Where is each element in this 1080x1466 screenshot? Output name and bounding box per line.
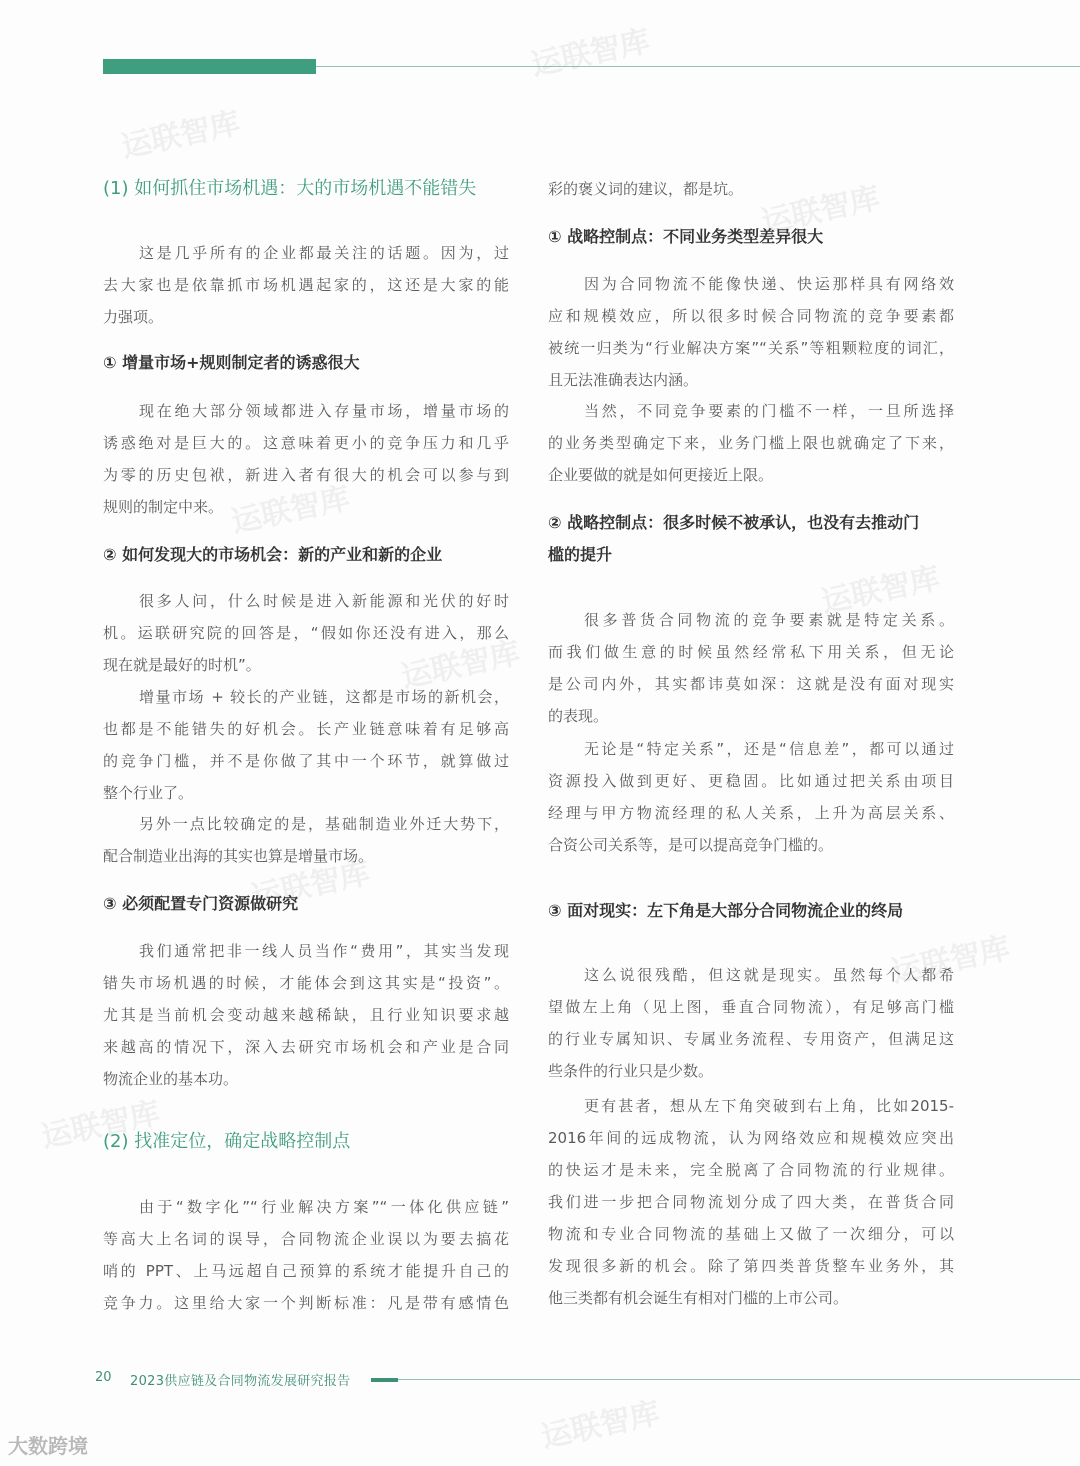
text-line: 是公司内外，其实都讳莫如深：这就是没有面对现实 (548, 675, 954, 693)
text-line: 我们通常把非一线人员当作“费用”，其实当发现 (139, 942, 509, 960)
text-line: 来越高的情况下，深入去研究市场机会和产业是合同 (103, 1038, 509, 1056)
text-line: 也都是不能错失的好机会。长产业链意味着有足够高 (103, 720, 509, 738)
text-line: 且无法准确表达内涵。 (548, 371, 699, 389)
text-line: 规则的制定中来。 (103, 498, 224, 516)
text-line: 当然，不同竞争要素的门槛不一样，一旦所选择 (584, 402, 954, 420)
paragraph (103, 237, 509, 333)
text-line: 因为合同物流不能像快递、快运那样具有网络效 (584, 275, 954, 293)
page-number: 20 (95, 1370, 112, 1385)
watermark: 运联智库 (538, 1395, 664, 1456)
text-line: 而我们做生意的时候虽然经常私下用关系，但无论 (548, 643, 954, 661)
paragraph (548, 604, 954, 732)
header-accent-bar (103, 59, 316, 74)
text-line: 增量市场 + 较长的产业链，这都是市场的新机会， (139, 688, 509, 706)
text-line: 的业务类型确定下来，业务门槛上限也就确定了下来， (548, 434, 954, 452)
subheading: ② 战略控制点：很多时候不被承认，也没有去推动门 (548, 513, 920, 532)
text-line: 的快运才是未来，完全脱离了合同物流的行业规律。 (548, 1161, 954, 1179)
paragraph (103, 395, 509, 523)
subheading: ③ 必须配置专门资源做研究 (103, 894, 299, 913)
watermark: 运联智库 (248, 855, 374, 916)
watermark: 运联智库 (758, 180, 884, 241)
text-line: 发现很多新的机会。除了第四类普货整车业务外，其 (548, 1257, 954, 1275)
text-line: 力强项。 (103, 308, 164, 326)
footer-rule (398, 1379, 1080, 1380)
paragraph (548, 733, 954, 861)
paragraph (103, 1191, 509, 1319)
paragraph (548, 268, 954, 396)
watermark: 运联智库 (118, 105, 244, 166)
text-line: 很多人问，什么时候是进入新能源和光伏的好时 (139, 592, 509, 610)
subheading: ③ 面对现实：左下角是大部分合同物流企业的终局 (548, 901, 904, 920)
watermark: 运联智库 (888, 930, 1014, 991)
text-line: 这么说很残酷，但这就是现实。虽然每个人都希 (584, 966, 954, 984)
subheading: ① 增量市场+规则制定者的诱惑很大 (103, 353, 360, 372)
text-line: 物流和专业合同物流的基础上又做了一次细分，可以 (548, 1225, 954, 1243)
text-line: 我们进一步把合同物流划分成了四大类，在普货合同 (548, 1193, 954, 1211)
text-line: 为零的历史包袱，新进入者有很大的机会可以参与到 (103, 466, 509, 484)
text-line: 由于“数字化”“行业解决方案”“一体化供应链” (139, 1198, 509, 1216)
subheading: 槛的提升 (548, 545, 613, 564)
text-line: 更有甚者，想从左下角突破到右上角，比如2015- (584, 1097, 954, 1115)
text-line: 他三类都有机会诞生有相对门槛的上市公司。 (548, 1289, 849, 1307)
text-line: 这是几乎所有的企业都最关注的话题。因为，过 (139, 244, 509, 262)
text-line: 现在绝大部分领域都进入存量市场，增量市场的 (139, 402, 509, 420)
text-line: 去大家也是依靠抓市场机遇起家的，这还是大家的能 (103, 276, 509, 294)
text-line: 无论是“特定关系”，还是“信息差”，都可以通过 (584, 740, 954, 758)
paragraph (103, 935, 509, 1095)
text-line: 的竞争门槛，并不是你做了其中一个环节，就算做过 (103, 752, 509, 770)
header-rule (316, 66, 1080, 67)
text-line: 彩的褒义词的建议，都是坑。 (548, 180, 744, 198)
watermark: 运联智库 (528, 23, 654, 84)
text-line: 等高大上名词的误导，合同物流企业误以为要去搞花 (103, 1230, 509, 1248)
section-heading-1: (1) 如何抓住市场机遇：大的市场机遇不能错失 (103, 178, 477, 199)
text-line: 诱惑绝对是巨大的。这意味着更小的竞争压力和几乎 (103, 434, 509, 452)
text-line: 错失市场机遇的时候，才能体会到这其实是“投资”。 (103, 974, 509, 992)
paragraph (103, 808, 509, 872)
text-line: 机。运联研究院的回答是，“假如你还没有进入，那么 (103, 624, 509, 642)
text-line: 应和规模效应，所以很多时候合同物流的竞争要素都 (548, 307, 954, 325)
watermark: 运联智库 (398, 635, 524, 696)
text-line: 竞争力。这里给大家一个判断标准：凡是带有感情色 (103, 1294, 509, 1312)
text-line: 些条件的行业只是少数。 (548, 1062, 714, 1080)
text-line: 整个行业了。 (103, 784, 194, 802)
text-line: 2016年间的远成物流，认为网络效应和规模效应突出 (548, 1129, 954, 1147)
text-line: 经理与甲方物流经理的私人关系，上升为高层关系、 (548, 804, 954, 822)
paragraph (548, 959, 954, 1087)
watermark: 运联智库 (818, 560, 944, 621)
text-line: 的表现。 (548, 707, 609, 725)
report-title: 2023供应链及合同物流发展研究报告 (130, 1374, 351, 1389)
text-line: 现在就是最好的时机”。 (103, 656, 261, 674)
text-line: 合资公司关系等，是可以提高竞争门槛的。 (548, 836, 834, 854)
text-line: 望做左上角（见上图，垂直合同物流），有足够高门槛 (548, 998, 954, 1016)
text-line: 被统一归类为“行业解决方案”“关系”等粗颗粒度的词汇， (548, 339, 954, 357)
text-line: 的行业专属知识、专属业务流程、专用资产，但满足这 (548, 1030, 954, 1048)
paragraph (103, 585, 509, 681)
paragraph (548, 1090, 954, 1314)
subheading: ② 如何发现大的市场机会：新的产业和新的企业 (103, 545, 443, 564)
watermark: 运联智库 (38, 1095, 164, 1156)
text-line: 另外一点比较确定的是，基础制造业外迁大势下， (139, 815, 509, 833)
text-line: 物流企业的基本功。 (103, 1070, 239, 1088)
text-line: 哨的 PPT、上马远超自己预算的系统才能提升自己的 (103, 1262, 509, 1280)
footer-accent-bar (371, 1378, 398, 1382)
watermark: 运联智库 (228, 480, 354, 541)
subheading: ① 战略控制点：不同业务类型差异很大 (548, 227, 824, 246)
text-line: 很多普货合同物流的竞争要素就是特定关系。 (584, 611, 954, 629)
source-logo: 大数跨境 (8, 1434, 88, 1458)
text-line: 配合制造业出海的其实也算是增量市场。 (103, 847, 374, 865)
paragraph (103, 681, 509, 809)
text-line: 资源投入做到更好、更稳固。比如通过把关系由项目 (548, 772, 954, 790)
paragraph (548, 173, 954, 205)
text-line: 企业要做的就是如何更接近上限。 (548, 466, 774, 484)
text-line: 尤其是当前机会变动越来越稀缺，且行业知识要求越 (103, 1006, 509, 1024)
section-heading-2: (2) 找准定位，确定战略控制点 (103, 1131, 351, 1152)
paragraph (548, 395, 954, 491)
